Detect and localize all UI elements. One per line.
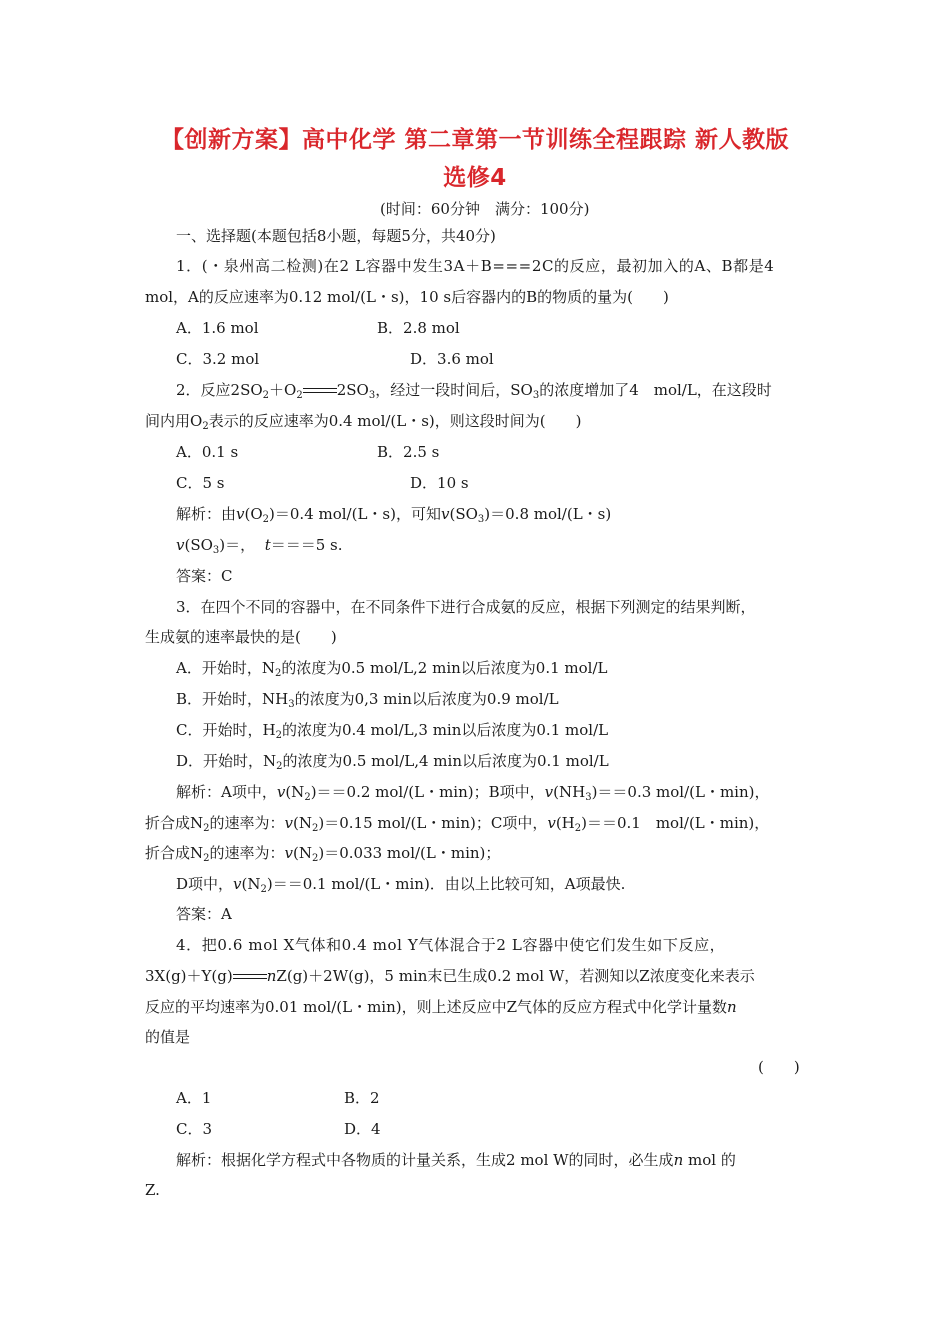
q1-option-b: B．2.8 mol bbox=[377, 319, 460, 337]
q2-stem-line1: 2．反应$2SO_2+O_2$ $2SO_3$，经过一段时间后，$SO_3$的浓度增加了4 mol/L，在这段时 bbox=[176, 381, 772, 401]
q1-stem-line2: mol，A的反应速率为0.12 mol/(L・s)，10 s后容器内的B的物质的量为( ) bbox=[145, 288, 669, 306]
section-heading: 一、选择题(本题包括8小题，每题5分，共40分) bbox=[176, 227, 496, 245]
exam-meta: (时间：60分钟 满分：100分) bbox=[380, 200, 590, 218]
q1-stem-line1: 1．(・泉州高二检测)在2 L容器中发生3A＋B===2C的反应，最初加入的A、B都是4 bbox=[176, 257, 775, 275]
q2-option-c: C．5 s bbox=[176, 474, 225, 492]
q4-stem-line1: 4．把0.6 mol X气体和0.4 mol Y气体混合于2 L容器中使它们发生如下反应， bbox=[176, 936, 726, 954]
q1-option-a: A．1.6 mol bbox=[176, 319, 259, 337]
equilibrium-arrow bbox=[233, 972, 267, 982]
q3-explanation-line4: D项中，$v(N_2)==0.1$ mol/(L・min)．由以上比较可知，A项最快. bbox=[176, 875, 626, 895]
q4-stem-line2: 3X(g)＋Y(g) nZ(g)＋2W(g)，5 min末已生成0.2 mol W，若测知以Z浓度变化来表示 bbox=[145, 967, 755, 985]
q4-option-a: A．1 bbox=[176, 1089, 212, 1107]
q2-stem-line2: 间内用$O_2$表示的反应速率为0.4 mol/(L・s)，则这段时间为( ) bbox=[145, 412, 582, 432]
q4-option-d: D．4 bbox=[344, 1120, 381, 1138]
q3-explanation-line1: 解析：A项中，$v(N_2)==0.2$ mol/(L・min)；B项中，$v(NH_3)==0.3$ mol/(L・min)， bbox=[176, 783, 770, 803]
q4-explanation-line2: Z. bbox=[145, 1181, 160, 1199]
q3-explanation-line2: 折合成$N_2$的速率为：$v(N_2)=0.15$ mol/(L・min)；C项中，$v(H_2)==0.1$ mol/(L・min)， bbox=[145, 814, 770, 834]
q3-stem-line1: 3．在四个不同的容器中，在不同条件下进行合成氨的反应，根据下列测定的结果判断， bbox=[176, 598, 756, 616]
q3-answer: 答案：A bbox=[176, 905, 232, 923]
q3-option-d: D．开始时，$N_2$的浓度为0.5 mol/L,4 min以后浓度为0.1 mol/L bbox=[176, 752, 609, 772]
document-title-line2: 选修4 bbox=[443, 165, 507, 191]
q4-option-c: C．3 bbox=[176, 1120, 213, 1138]
q3-option-b: B．开始时，$NH_3$的浓度为0,3 min以后浓度为0.9 mol/L bbox=[176, 690, 559, 710]
q2-option-a: A．0.1 s bbox=[176, 443, 239, 461]
q3-option-c: C．开始时，$H_2$的浓度为0.4 mol/L,3 min以后浓度为0.1 mol/L bbox=[176, 721, 609, 741]
q2-explanation-line2: $v(SO_3)=$， t＝＝＝5 s. bbox=[176, 536, 343, 556]
q2-option-b: B．2.5 s bbox=[377, 443, 440, 461]
q1-option-c: C．3.2 mol bbox=[176, 350, 260, 368]
q2-option-d: D．10 s bbox=[410, 474, 469, 492]
q2-answer: 答案：C bbox=[176, 567, 233, 585]
q4-stem-line3: 反应的平均速率为0.01 mol/(L・min)，则上述反应中Z气体的反应方程式中化学计量数n bbox=[145, 998, 737, 1016]
q1-option-d: D．3.6 mol bbox=[410, 350, 494, 368]
q2-explanation-line1: 解析：由$v(O_2)=0.4$ mol/(L・s)，可知$v(SO_3)=0.8$ mol/(L・s) bbox=[176, 505, 612, 525]
q3-option-a: A．开始时，$N_2$的浓度为0.5 mol/L,2 min以后浓度为0.1 mol/L bbox=[176, 659, 608, 679]
document-title-line1: 【创新方案】高中化学 第二章第一节训练全程跟踪 新人教版 bbox=[160, 127, 789, 153]
q4-answer-blank: ( ) bbox=[758, 1058, 800, 1076]
q3-stem-line2: 生成氨的速率最快的是( ) bbox=[145, 628, 337, 646]
q4-option-b: B．2 bbox=[344, 1089, 380, 1107]
q4-explanation-line1: 解析：根据化学方程式中各物质的计量关系，生成2 mol W的同时，必生成n mol 的 bbox=[176, 1151, 736, 1169]
q3-explanation-line3: 折合成$N_2$的速率为：$v(N_2)=0.033$ mol/(L・min)； bbox=[145, 844, 501, 864]
equilibrium-arrow bbox=[303, 386, 337, 396]
q4-stem-line4: 的值是 bbox=[145, 1028, 191, 1046]
